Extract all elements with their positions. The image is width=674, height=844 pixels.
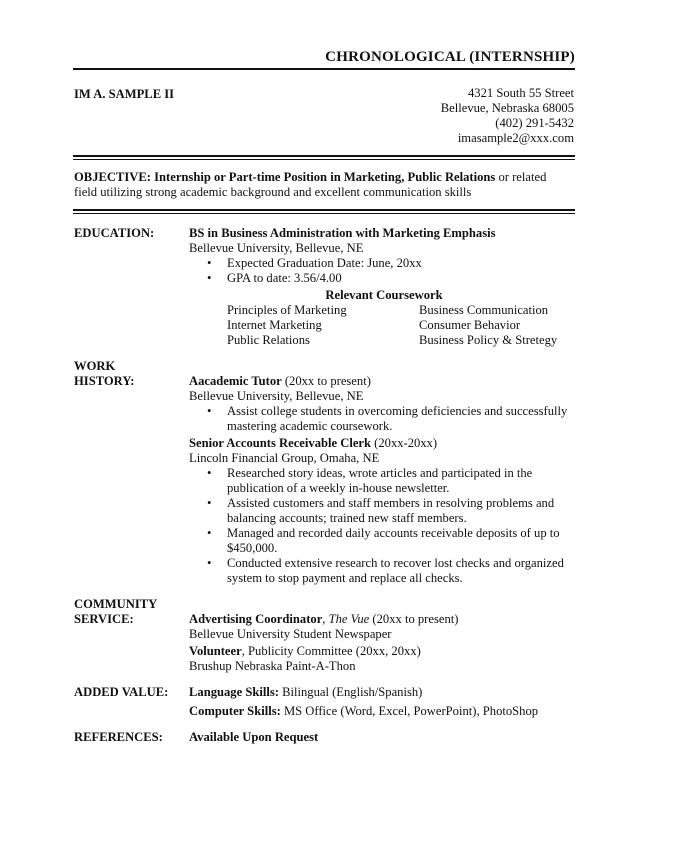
community-label-line-2: SERVICE:: [74, 612, 134, 626]
role-org: Brushup Nebraska Paint-A-Thon: [189, 659, 356, 673]
role-org: Bellevue University Student Newspaper: [189, 627, 392, 641]
course: Business Policy & Stretegy: [419, 333, 558, 347]
candidate-name: IM A. SAMPLE II: [74, 87, 175, 101]
role-title: Advertising Coordinator: [189, 612, 323, 626]
degree: BS in Business Administration with Marketing Emphasis: [189, 226, 496, 240]
course: Consumer Behavior: [419, 318, 521, 332]
job-title: Aacademic Tutor: [189, 374, 282, 388]
work-label-line-1: WORK: [74, 359, 116, 373]
address-line-1: 4321 South 55 Street: [468, 86, 574, 100]
language-skills-label: Language Skills:: [189, 685, 279, 699]
community-label-line-1: COMMUNITY: [74, 597, 158, 611]
added-value-label: ADDED VALUE:: [74, 685, 169, 699]
job-title-line: [189, 436, 574, 451]
job-bullet: • Managed and recorded daily accounts receivable deposits of up to $450,000.: [189, 526, 574, 556]
course: Principles of Marketing: [227, 303, 347, 317]
objective-rest: or related: [495, 170, 547, 184]
job-title: Senior Accounts Receivable Clerk: [189, 436, 372, 450]
objective-label: OBJECTIVE:: [74, 170, 151, 184]
double-rule-top-a: [73, 155, 575, 157]
objective-section: [74, 170, 579, 200]
email: imasample2@xxx.com: [457, 131, 574, 145]
education-content: [189, 226, 579, 349]
work-content: [189, 374, 574, 586]
community-label: [74, 597, 157, 627]
role-title: Volunteer: [189, 644, 242, 658]
objective-line-2: field utilizing strong academic background and excellent communication skills: [74, 185, 472, 199]
contact-block: [360, 86, 574, 146]
role-line: [189, 644, 579, 659]
community-content: [189, 612, 579, 674]
resume-type-title: CHRONOLOGICAL (INTERNSHIP): [325, 49, 575, 65]
job-org: Lincoln Financial Group, Omaha, NE: [189, 451, 380, 465]
phone: (402) 291-5432: [495, 116, 574, 130]
role-detail: , Publicity Committee (20xx, 20xx): [241, 644, 421, 658]
work-label: [74, 359, 134, 389]
school: Bellevue University, Bellevue, NE: [189, 241, 364, 255]
work-label-line-2: HISTORY:: [74, 374, 135, 388]
double-rule-mid-a: [73, 209, 575, 211]
role-sep: ,: [322, 612, 329, 626]
computer-skills: [189, 704, 579, 719]
course: Public Relations: [227, 333, 310, 347]
edu-bullet: • Expected Graduation Date: June, 20xx: [189, 256, 579, 271]
course: Internet Marketing: [227, 318, 322, 332]
job-bullet: • Researched story ideas, wrote articles and participated in the publication of a weekly in-house newsletter.: [189, 466, 574, 496]
added-value-content: [189, 685, 579, 719]
edu-bullet: • GPA to date: 3.56/4.00: [189, 271, 579, 286]
references-label: REFERENCES:: [74, 730, 163, 744]
language-skills-value: Bilingual (English/Spanish): [278, 685, 423, 699]
coursework-title: Relevant Coursework: [325, 288, 443, 302]
role-dates: (20xx to present): [369, 612, 459, 626]
education-label: EDUCATION:: [74, 226, 155, 240]
job-bullet: • Assist college students in overcoming deficiencies and successfully mastering academic coursework.: [189, 404, 574, 434]
job-bullet: • Conducted extensive research to recover lost checks and organized system to stop payment and replace all checks.: [189, 556, 574, 586]
publication-name: The Vue: [328, 612, 370, 626]
job-dates: (20xx to present): [281, 374, 371, 388]
language-skills: [189, 685, 579, 700]
job-bullet: • Assisted customers and staff members in resolving problems and balancing accounts; trained new staff members.: [189, 496, 574, 526]
double-rule-top-b: [73, 159, 575, 160]
course: Business Communication: [419, 303, 549, 317]
objective-bold: Internship or Part-time Position in Marketing, Public Relations: [154, 170, 496, 184]
computer-skills-label: Computer Skills:: [189, 704, 281, 718]
computer-skills-value: MS Office (Word, Excel, PowerPoint), PhotoShop: [280, 704, 539, 718]
address-line-2: Bellevue, Nebraska 68005: [440, 101, 574, 115]
double-rule-mid-b: [73, 213, 575, 214]
role-line: [189, 612, 579, 627]
header-rule: [73, 68, 575, 70]
job-dates: (20xx-20xx): [371, 436, 438, 450]
job-org: Bellevue University, Bellevue, NE: [189, 389, 364, 403]
job-title-line: [189, 374, 574, 389]
references-value: Available Upon Request: [189, 730, 319, 744]
